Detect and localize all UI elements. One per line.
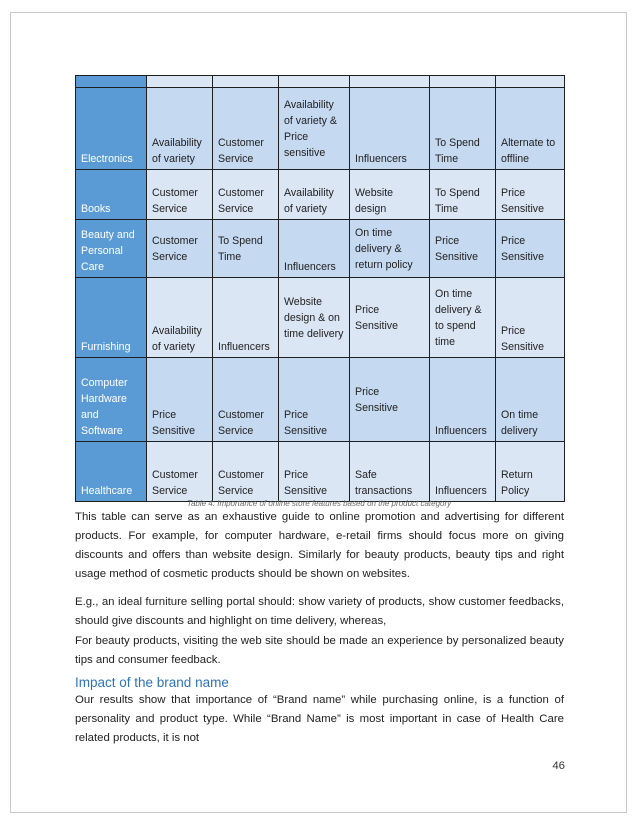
table-cell: Customer Service: [213, 88, 279, 170]
category-cell: Computer Hardware and Software: [76, 358, 147, 442]
paragraph: This table can serve as an exhaustive guide to online promotion and advertising for different products. For example, for computer hardware, e-retail firms should focus more on giving discounts and offers than website design. Similarly for beauty products, beauty tips and right usage method of cosmetic products should be shown on websites.: [75, 511, 564, 580]
table-cell: Availability of variety: [147, 278, 213, 358]
section-paragraph: Our results show that importance of “Brand name” while purchasing online, is a function of personality and product type. While “Brand Name” is most important in case of Health Care related products, it is not: [75, 694, 564, 744]
header-cell: [430, 76, 496, 88]
table-cell: Customer Service: [147, 170, 213, 220]
paragraph: E.g., an ideal furniture selling portal should: show variety of products, show customer feedbacks, should give discounts and highlight on time delivery, whereas,: [75, 596, 564, 627]
category-cell: Furnishing: [76, 278, 147, 358]
table-row: [76, 220, 565, 278]
table-cell: On time delivery & return policy: [350, 220, 430, 278]
table-cell: Price Sensitive: [496, 278, 565, 358]
table-row: [76, 170, 565, 220]
table-cell: Price Sensitive: [430, 220, 496, 278]
category-cell: Healthcare: [76, 442, 147, 502]
header-cell: [147, 76, 213, 88]
header-cell: [213, 76, 279, 88]
table-header-row: [76, 76, 565, 88]
table-cell: Influencers: [350, 88, 430, 170]
table-row: [76, 88, 565, 170]
table-cell: Price Sensitive: [147, 358, 213, 442]
table-cell: Alternate to offline: [496, 88, 565, 170]
table-cell: Availability of variety: [279, 170, 350, 220]
table-row: [76, 358, 565, 442]
table-cell: Customer Service: [213, 442, 279, 502]
table-row: [76, 278, 565, 358]
table-cell: Availability of variety & Price sensitive: [279, 88, 350, 170]
table-cell: Price Sensitive: [279, 442, 350, 502]
page-number: 46: [552, 760, 565, 772]
category-cell: Beauty and Personal Care: [76, 220, 147, 278]
header-cell: [496, 76, 565, 88]
table-cell: Customer Service: [147, 442, 213, 502]
table-cell: Price Sensitive: [350, 278, 430, 358]
table-cell: Safe transactions: [350, 442, 430, 502]
header-cell: [76, 76, 147, 88]
category-cell: Electronics: [76, 88, 147, 170]
table-caption: Table 4: Importance of online store features based on the product category: [186, 499, 452, 508]
table-cell: On time delivery: [496, 358, 565, 442]
table-cell: Customer Service: [213, 170, 279, 220]
table-cell: Price Sensitive: [496, 170, 565, 220]
table-cell: Price Sensitive: [350, 358, 430, 442]
table-cell: On time delivery & to spend time: [430, 278, 496, 358]
paragraph: For beauty products, visiting the web site should be made an experience by personalized beauty tips and consumer feedback.: [75, 635, 564, 666]
table-cell: Availability of variety: [147, 88, 213, 170]
table-cell: Customer Service: [147, 220, 213, 278]
table-cell: To Spend Time: [430, 170, 496, 220]
table-row: [76, 442, 565, 502]
section-heading: Impact of the brand name: [75, 675, 229, 690]
table-cell: To Spend Time: [430, 88, 496, 170]
table-cell: Website design: [350, 170, 430, 220]
table-cell: To Spend Time: [213, 220, 279, 278]
table-cell: Customer Service: [213, 358, 279, 442]
table-cell: Return Policy: [496, 442, 565, 502]
table-cell: Influencers: [213, 278, 279, 358]
table-cell: Website design & on time delivery: [279, 278, 350, 358]
feature-importance-table: [75, 75, 565, 502]
table-cell: Influencers: [279, 220, 350, 278]
table-cell: Price Sensitive: [279, 358, 350, 442]
header-cell: [279, 76, 350, 88]
table-cell: Price Sensitive: [496, 220, 565, 278]
table-cell: Influencers: [430, 358, 496, 442]
header-cell: [350, 76, 430, 88]
category-cell: Books: [76, 170, 147, 220]
table-cell: Influencers: [430, 442, 496, 502]
